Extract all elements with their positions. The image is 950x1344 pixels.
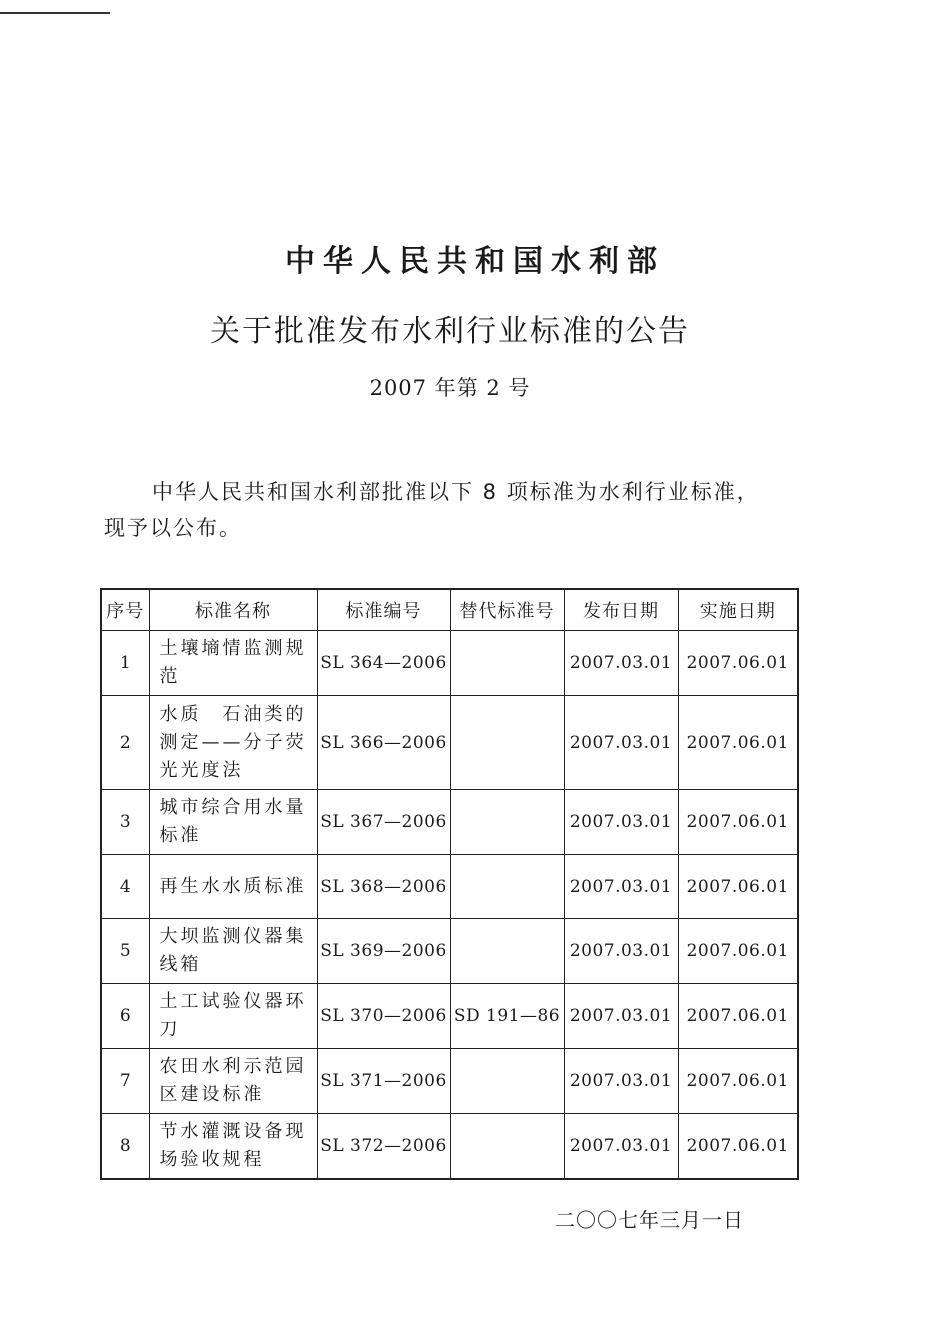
cell-code: SL 372—2006 xyxy=(317,1114,450,1180)
cell-effective: 2007.06.01 xyxy=(678,855,798,919)
table-row xyxy=(101,1049,798,1114)
cell-code: SL 369—2006 xyxy=(317,919,450,984)
document-number: 2007 年第 2 号 xyxy=(369,376,531,400)
announcement-body xyxy=(104,474,804,546)
cell-no: 2 xyxy=(101,696,149,790)
cell-effective: 2007.06.01 xyxy=(678,696,798,790)
table-row xyxy=(101,984,798,1049)
cell-replaces xyxy=(450,919,564,984)
cell-code: SL 366—2006 xyxy=(317,696,450,790)
cell-effective: 2007.06.01 xyxy=(678,631,798,696)
cell-name: 再生水水质标准 xyxy=(149,855,317,919)
cell-no: 7 xyxy=(101,1049,149,1114)
cell-issued: 2007.03.01 xyxy=(564,1049,678,1114)
cell-replaces xyxy=(450,790,564,855)
ministry-heading: 中华人民共和国水利部 xyxy=(285,244,665,279)
header-issued: 发布日期 xyxy=(564,589,678,631)
standards-table xyxy=(100,588,799,1180)
header-no: 序号 xyxy=(101,589,149,631)
cell-replaces xyxy=(450,631,564,696)
table-header-row xyxy=(101,589,798,631)
cell-replaces: SD 191—86 xyxy=(450,984,564,1049)
body-line-2: 现予以公布。 xyxy=(104,516,242,540)
table-row xyxy=(101,855,798,919)
cell-no: 1 xyxy=(101,631,149,696)
cell-code: SL 370—2006 xyxy=(317,984,450,1049)
table-row xyxy=(101,919,798,984)
cell-name: 城市综合用水量标准 xyxy=(149,790,317,855)
cell-code: SL 367—2006 xyxy=(317,790,450,855)
signature-date: 二〇〇七年三月一日 xyxy=(555,1208,744,1232)
cell-issued: 2007.03.01 xyxy=(564,984,678,1049)
cell-name: 土工试验仪器环刀 xyxy=(149,984,317,1049)
cell-replaces xyxy=(450,855,564,919)
table-row xyxy=(101,1114,798,1180)
table-row xyxy=(101,790,798,855)
cell-no: 5 xyxy=(101,919,149,984)
cell-code: SL 371—2006 xyxy=(317,1049,450,1114)
header-name: 标准名称 xyxy=(149,589,317,631)
cell-no: 3 xyxy=(101,790,149,855)
cell-name: 大坝监测仪器集线箱 xyxy=(149,919,317,984)
cell-no: 6 xyxy=(101,984,149,1049)
cell-issued: 2007.03.01 xyxy=(564,1114,678,1180)
cell-name: 农田水利示范园区建设标准 xyxy=(149,1049,317,1114)
cell-code: SL 368—2006 xyxy=(317,855,450,919)
cell-name: 节水灌溉设备现场验收规程 xyxy=(149,1114,317,1180)
cell-issued: 2007.03.01 xyxy=(564,696,678,790)
cell-issued: 2007.03.01 xyxy=(564,919,678,984)
cell-name: 水质 石油类的测定——分子荧光光度法 xyxy=(149,696,317,790)
scan-artifact xyxy=(0,12,110,14)
announcement-title: 关于批准发布水利行业标准的公告 xyxy=(210,314,690,349)
cell-issued: 2007.03.01 xyxy=(564,631,678,696)
cell-issued: 2007.03.01 xyxy=(564,790,678,855)
cell-issued: 2007.03.01 xyxy=(564,855,678,919)
cell-replaces xyxy=(450,696,564,790)
cell-effective: 2007.06.01 xyxy=(678,919,798,984)
cell-no: 4 xyxy=(101,855,149,919)
table-row xyxy=(101,696,798,790)
cell-effective: 2007.06.01 xyxy=(678,1114,798,1180)
body-line-1: 中华人民共和国水利部批准以下 8 项标准为水利行业标准， xyxy=(152,480,760,504)
cell-code: SL 364—2006 xyxy=(317,631,450,696)
table-row xyxy=(101,631,798,696)
header-code: 标准编号 xyxy=(317,589,450,631)
cell-effective: 2007.06.01 xyxy=(678,790,798,855)
cell-no: 8 xyxy=(101,1114,149,1180)
header-replaces: 替代标准号 xyxy=(450,589,564,631)
cell-effective: 2007.06.01 xyxy=(678,984,798,1049)
cell-replaces xyxy=(450,1049,564,1114)
cell-replaces xyxy=(450,1114,564,1180)
cell-effective: 2007.06.01 xyxy=(678,1049,798,1114)
header-effective: 实施日期 xyxy=(678,589,798,631)
cell-name: 土壤墒情监测规范 xyxy=(149,631,317,696)
